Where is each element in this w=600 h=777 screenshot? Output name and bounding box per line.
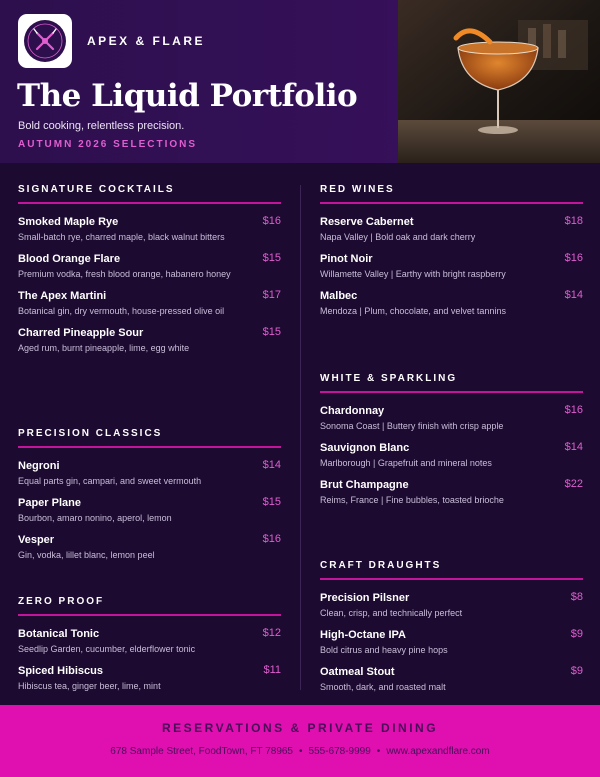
bullet-separator: •: [376, 746, 381, 757]
menu-item: [320, 252, 583, 280]
item-name: Spiced Hibiscus: [18, 665, 103, 677]
brand-logo: [18, 14, 72, 68]
section-title: ZERO PROOF: [18, 596, 281, 616]
item-name: Oatmeal Stout: [320, 666, 395, 678]
item-name: Charred Pineapple Sour: [18, 327, 144, 339]
item-description: Seedlip Garden, cucumber, elderflower tonic: [18, 644, 196, 654]
item-description: Smooth, dark, and roasted malt: [320, 682, 446, 692]
item-price: $14: [262, 459, 281, 471]
item-description: Mendoza | Plum, chocolate, and velvet tannins: [320, 306, 506, 316]
item-price: $11: [263, 664, 281, 676]
phone-number[interactable]: 555-678-9999: [308, 746, 371, 757]
item-name: Smoked Maple Rye: [18, 216, 119, 228]
section-red-wines: [320, 184, 583, 326]
item-name: Paper Plane: [18, 497, 81, 509]
bullet-separator: •: [299, 746, 303, 757]
website-link[interactable]: www.apexandflare.com: [386, 746, 490, 757]
item-price: $16: [262, 215, 281, 227]
brand-name: APEX & FLARE: [87, 34, 206, 48]
section-title: CRAFT DRAUGHTS: [320, 560, 583, 580]
item-price: $12: [262, 627, 281, 639]
item-price: $17: [262, 289, 281, 301]
footer-title: RESERVATIONS & PRIVATE DINING: [161, 721, 439, 735]
crossed-utensils-icon: [22, 18, 68, 64]
item-description: Equal parts gin, campari, and sweet vermouth: [18, 476, 202, 486]
item-description: Clean, crisp, and technically perfect: [320, 608, 463, 618]
menu-item: [320, 628, 583, 656]
item-name: The Apex Martini: [18, 290, 107, 302]
menu-item: [320, 404, 583, 432]
item-name: Sauvignon Blanc: [320, 442, 410, 454]
item-description: Napa Valley | Bold oak and dark cherry: [320, 232, 476, 242]
item-description: Gin, vodka, lillet blanc, lemon peel: [18, 550, 155, 560]
menu-item: [18, 252, 281, 280]
item-description: Premium vodka, fresh blood orange, habanero honey: [18, 269, 231, 279]
cocktail-glass-illustration: [398, 0, 600, 163]
section-white-sparkling: [320, 373, 583, 515]
menu-item: [320, 665, 583, 693]
section-title: PRECISION CLASSICS: [18, 428, 281, 448]
season-label: AUTUMN 2026 SELECTIONS: [18, 139, 198, 150]
section-signature-cocktails: [18, 184, 281, 363]
cocktail-hero-image: [398, 0, 600, 163]
item-description: Hibiscus tea, ginger beer, lime, mint: [18, 681, 161, 691]
menu-item: [18, 664, 281, 692]
item-name: Reserve Cabernet: [320, 216, 414, 228]
item-description: Aged rum, burnt pineapple, lime, egg white: [18, 343, 190, 353]
item-price: $15: [262, 326, 281, 338]
menu-item: [18, 496, 281, 524]
item-price: $15: [262, 252, 281, 264]
item-name: Precision Pilsner: [320, 592, 410, 604]
item-name: Pinot Noir: [320, 253, 373, 265]
item-description: Sonoma Coast | Buttery finish with crisp apple: [320, 421, 504, 431]
item-price: $9: [570, 628, 583, 640]
section-precision-classics: [18, 428, 281, 570]
tagline: Bold cooking, relentless precision.: [18, 120, 185, 132]
menu-item: [18, 627, 281, 655]
item-price: $22: [564, 478, 583, 490]
item-name: Chardonnay: [320, 405, 385, 417]
menu-item: [320, 478, 583, 506]
item-name: High-Octane IPA: [320, 629, 406, 641]
item-name: Brut Champagne: [320, 479, 409, 491]
item-description: Willamette Valley | Earthy with bright raspberry: [320, 269, 506, 279]
menu-item: [18, 289, 281, 317]
address: 678 Sample Street, FoodTown, FT 78965: [110, 746, 293, 757]
item-price: $8: [570, 591, 583, 603]
item-description: Marlborough | Grapefruit and mineral notes: [320, 458, 492, 468]
page-title: The Liquid Portfolio: [17, 78, 358, 114]
section-title: SIGNATURE COCKTAILS: [18, 184, 281, 204]
menu-item: [18, 326, 281, 354]
menu-item: [320, 215, 583, 243]
item-price: $16: [564, 404, 583, 416]
item-price: $15: [262, 496, 281, 508]
item-description: Botanical gin, dry vermouth, house-pressed olive oil: [18, 306, 225, 316]
item-price: $16: [262, 533, 281, 545]
item-name: Blood Orange Flare: [18, 253, 121, 265]
item-name: Malbec: [320, 290, 358, 302]
item-price: $9: [570, 665, 583, 677]
menu-item: [18, 533, 281, 561]
menu-item: [320, 289, 583, 317]
section-title: RED WINES: [320, 184, 583, 204]
item-description: Reims, France | Fine bubbles, toasted brioche: [320, 495, 504, 505]
item-name: Botanical Tonic: [18, 628, 100, 640]
item-description: Small-batch rye, charred maple, black walnut bitters: [18, 232, 225, 242]
item-name: Vesper: [18, 534, 55, 546]
item-price: $14: [564, 441, 583, 453]
menu-item: [18, 459, 281, 487]
item-name: Negroni: [18, 460, 60, 472]
contact-info: [0, 746, 600, 757]
section-craft-draughts: [320, 560, 583, 702]
item-price: $16: [564, 252, 583, 264]
item-description: Bourbon, amaro nonino, aperol, lemon: [18, 513, 172, 523]
menu-item: [18, 215, 281, 243]
column-divider: [300, 185, 301, 690]
item-description: Bold citrus and heavy pine hops: [320, 645, 448, 655]
menu-item: [320, 441, 583, 469]
item-price: $14: [564, 289, 583, 301]
item-price: $18: [564, 215, 583, 227]
section-title: WHITE & SPARKLING: [320, 373, 583, 393]
reservations-footer: [0, 705, 600, 777]
menu-item: [320, 591, 583, 619]
section-zero-proof: [18, 596, 281, 701]
